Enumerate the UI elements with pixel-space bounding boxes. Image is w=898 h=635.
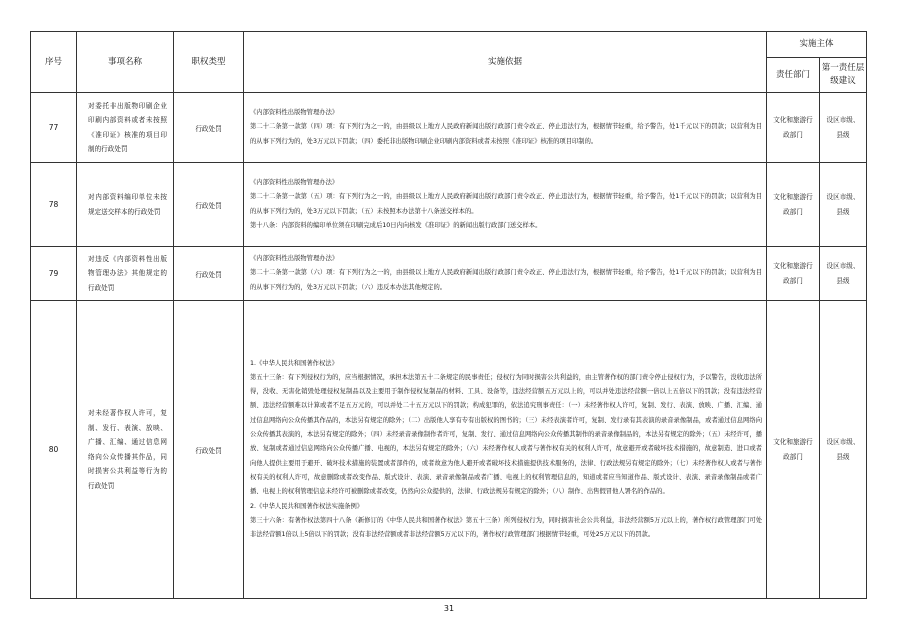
- row-first-resp: 设区市级、县级: [820, 163, 867, 247]
- basis-paragraph: 第二十二条第一款第（四）项：有下列行为之一的，由县级以上地方人民政府新闻出版行政部门责令改正、停止违法行为，根据情节轻重，给予警告，处1千元以下的罚款；以营利为目的从事下列行为的，处3万元以下罚款；（四）委托非出版物印刷企业印刷内部资料或者未按照《准印证》核准的项目印制的。: [250, 123, 762, 145]
- row-power-type: 行政处罚: [174, 301, 244, 599]
- page-number: 31: [443, 604, 455, 613]
- header-dept: 责任部门: [767, 58, 820, 93]
- row-item-name: 对未经著作权人许可，复制、发行、表演、放映、广播、汇编、通过信息网络向公众传播其作品，同时损害公共利益等行为的行政处罚: [77, 301, 174, 599]
- row-basis: [244, 247, 767, 301]
- row-first-resp: 设区市级、县级: [820, 301, 867, 599]
- row-no: 80: [31, 301, 77, 599]
- basis-paragraph: 2.《中华人民共和国著作权法实施条例》: [250, 502, 364, 510]
- row-dept: 文化和旅游行政部门: [767, 163, 820, 247]
- table-row: [31, 301, 867, 599]
- header-basis: 实施依据: [244, 32, 767, 93]
- basis-paragraph: 《内部资料性出版物管理办法》: [250, 178, 339, 186]
- row-no: 79: [31, 247, 77, 301]
- row-dept: 文化和旅游行政部门: [767, 247, 820, 301]
- basis-paragraph: 第二十二条第一款第（五）项：有下列行为之一的，由县级以上地方人民政府新闻出版行政部门责令改正、停止违法行为，根据情节轻重，给予警告，处1千元以下的罚款；以营利为目的从事下列行为的，处3万元以下罚款；（五）未按照本办法第十八条送交样本的。: [250, 193, 762, 215]
- header-no: 序号: [31, 32, 77, 93]
- basis-paragraph: 第二十二条第一款第（六）项：有下列行为之一的，由县级以上地方人民政府新闻出版行政部门责令改正、停止违法行为，根据情节轻重，给予警告，处1千元以下的罚款；以营利为目的从事下列行为的，处3万元以下罚款；（六）违反本办法其他规定的。: [250, 269, 762, 291]
- table-row: [31, 163, 867, 247]
- row-power-type: 行政处罚: [174, 247, 244, 301]
- basis-paragraph: 1.《中华人民共和国著作权法》: [250, 359, 338, 367]
- row-dept: 文化和旅游行政部门: [767, 93, 820, 163]
- row-no: 78: [31, 163, 77, 247]
- header-item-name: 事项名称: [77, 32, 174, 93]
- basis-paragraph: 《内部资料性出版物管理办法》: [250, 255, 339, 263]
- row-first-resp: 设区市级、县级: [820, 247, 867, 301]
- header-subject-group: 实施主体: [767, 32, 867, 58]
- row-basis: [244, 163, 767, 247]
- header-power-type: 职权类型: [174, 32, 244, 93]
- row-basis: [244, 93, 767, 163]
- basis-paragraph: 第五十三条：有下列侵权行为的，应当根据情况，承担本法第五十二条规定的民事责任；侵权行为同时损害公共利益的，由主管著作权的部门责令停止侵权行为，予以警告，没收违法所得，没收、无害化销毁处理侵权复制品以及主要用于制作侵权复制品的材料、工具、设备等，违法经营额五万元以上的，可以并处违法经营额一倍以上五倍以下的罚款；没有违法经营额、违法经营额难以计算或者不足五万元的，可以并处二十五万元以下的罚款；构成犯罪的，依法追究刑事责任：（一）未经著作权人许可，复制、发行、表演、放映、广播、汇编、通过信息网络向公众传播其作品的，本法另有规定的除外；（二）出版他人享有专有出版权的图书的；（三）未经表演者许可，复制、发行录有其表演的录音录像制品，或者通过信息网络向公众传播其表演的，本法另有规定的除外；（四）未经录音录像制作者许可，复制、发行、通过信息网络向公众传播其制作的录音录像制品的，本法另有规定的除外；（五）未经许可，播放、复制或者通过信息网络向公众传播广播、电视的，本法另有规定的除外；（六）未经著作权人或者与著作权有关的权利人许可，故意避开或者破坏技术措施的，故意制造、进口或者向他人提供主要用于避开、破坏技术措施的装置或者部件的，或者故意为他人避开或者破坏技术措施提供技术服务的，法律、行政法规另有规定的除外；（七）未经著作权人或者与著作权有关的权利人许可，故意删除或者改变作品、版式设计、表演、录音录像制品或者广播、电视上的权利管理信息的，知道或者应当知道作品、版式设计、表演、录音录像制品或者广播、电视上的权利管理信息未经许可被删除或者改变，仍然向公众提供的，法律、行政法规另有规定的除外；（八）制作、出售假冒他人署名的作品的。: [250, 373, 762, 496]
- header-row-1: [31, 32, 867, 58]
- row-basis: [244, 301, 767, 599]
- table-row: [31, 93, 867, 163]
- row-no: 77: [31, 93, 77, 163]
- row-item-name: 对内部资料编印单位未按规定送交样本的行政处罚: [77, 163, 174, 247]
- header-first-resp: 第一责任层级建议: [820, 58, 867, 93]
- row-item-name: 对违反《内部资料性出版物管理办法》其他规定的行政处罚: [77, 247, 174, 301]
- table-row: [31, 247, 867, 301]
- row-power-type: 行政处罚: [174, 93, 244, 163]
- row-power-type: 行政处罚: [174, 163, 244, 247]
- power-list-table: [30, 31, 867, 599]
- basis-paragraph: 第三十六条：有著作权法第四十八条（新修订的《中华人民共和国著作权法》第五十三条）所列侵权行为，同时损害社会公共利益，非法经营额5万元以上的，著作权行政管理部门可处非法经营额1倍以上5倍以下的罚款；没有非法经营额或者非法经营额5万元以下的，著作权行政管理部门根据情节轻重，可处25万元以下的罚款。: [250, 516, 762, 539]
- basis-paragraph: 第十八条：内部资料的编印单位须在印刷完成后10日内向核发《准印证》的新闻出版行政部门送交样本。: [250, 221, 542, 229]
- basis-paragraph: 《内部资料性出版物管理办法》: [250, 109, 339, 117]
- row-dept: 文化和旅游行政部门: [767, 301, 820, 599]
- row-item-name: 对委托非出版物印刷企业印刷内部资料或者未按照《准印证》核准的项目印制的行政处罚: [77, 93, 174, 163]
- row-first-resp: 设区市级、县级: [820, 93, 867, 163]
